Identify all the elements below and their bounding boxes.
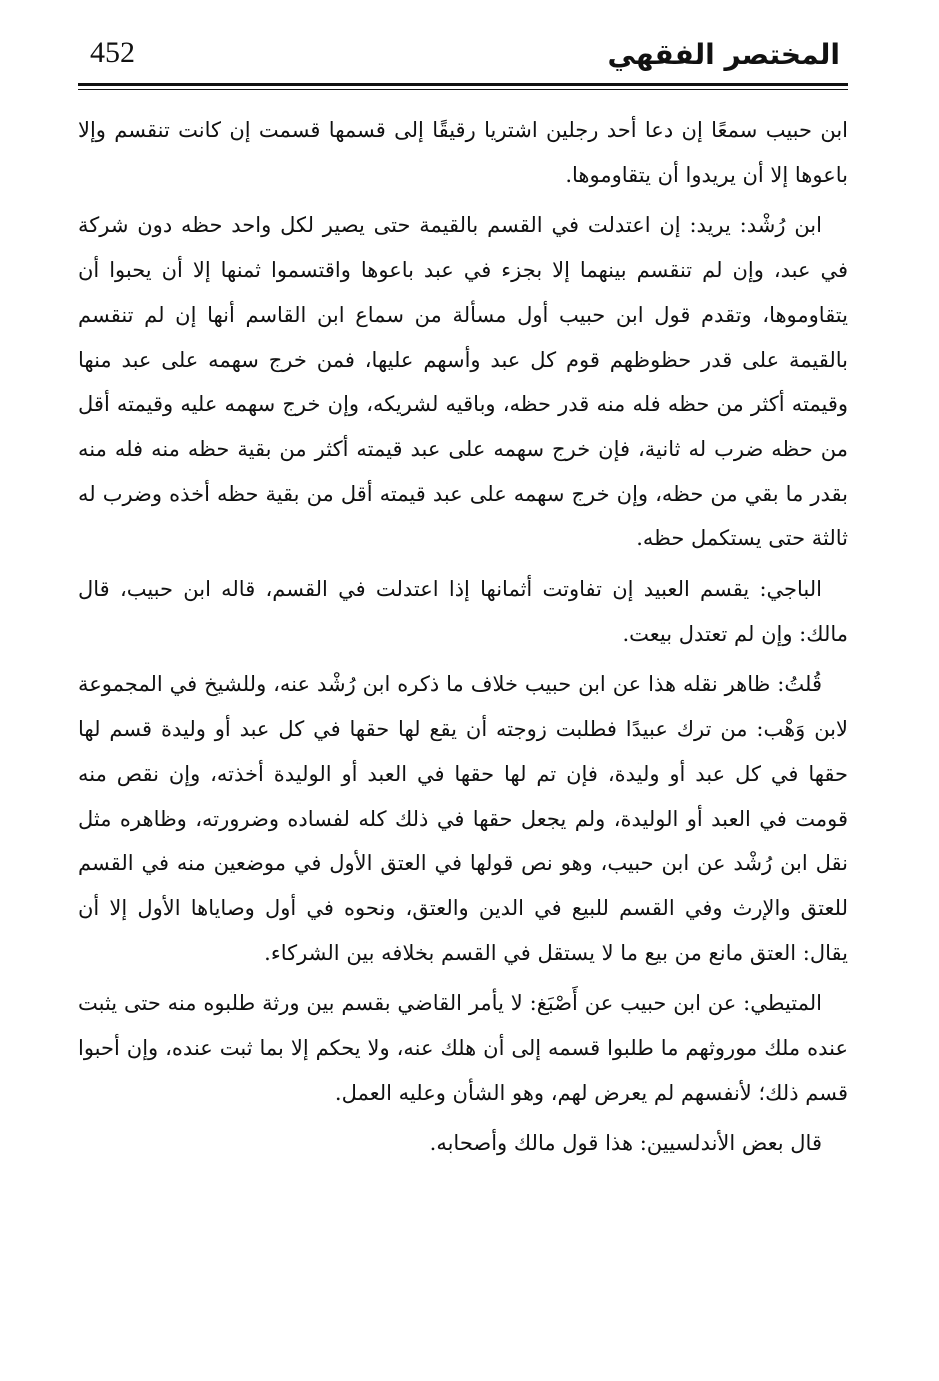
paragraph-ibn-habib: ابن حبيب سمعًا إن دعا أحد رجلين اشتريا رقيقًا إلى قسمها قسمت إن كانت تنقسم وإلا باعوها إلا أن يريدوا أن يتقاوموها.	[78, 118, 848, 187]
paragraph-ibn-rushd: ابن رُشْد: يريد: إن اعتدلت في القسم بالقيمة حتى يصير لكل واحد حظه دون شركة في عبد، وإن لم تنقسم بينهما إلا بجزء في عبد باعوها واقتسموا ثمنها إلا أن يحبوا أن يتقاوموها، وتقدم قول ابن حبيب أول مسألة من سماع ابن القاسم أنها إن لم تنقسم بالقيمة على قدر حظوظهم قوم كل عبد وأسهم عليها، فمن خرج سهمه على عبد منها وقيمته أكثر من حظه فله منه قدر حظه، وباقيه لشريكه، وإن خرج سهمه عليه وقيمته أقل من حظه ضرب له ثانية، فإن خرج سهمه على عبد قيمته أكثر من بقية حظه منه فله منه بقدر ما بقي من حظه، وإن خرج سهمه على عبد قيمته أقل من بقية حظه أخذه وضرب له ثالثة حتى يستكمل حظه.	[78, 213, 848, 551]
paragraph-qultu: قُلتُ: ظاهر نقله هذا عن ابن حبيب خلاف ما ذكره ابن رُشْد عنه، وللشيخ في المجموعة لابن وَهْب: من ترك عبيدًا فطلبت زوجته أن يقع لها حقها في كل عبد أو وليدة قسم لها حقها في كل عبد أو وليدة، فإن تم لها حقها في العبد أو الوليدة أخذته، وإن نقص منه قومت في العبد أو الوليدة، ولم يجعل حقها في ذلك كله لفساده وضرورته، وظاهره مثل نقل ابن رُشْد عن ابن حبيب، وهو نص قولها في العتق الأول في موضعين منه في القسم للعتق والإرث وفي القسم للبيع في الدين والعتق، ونحوه في أول وصاياها الأول إلا أن يقال: العتق مانع من بيع ما لا يستقل في القسم بخلافه بين الشركاء.	[78, 672, 848, 965]
running-title: المختصر الفقهي	[607, 38, 840, 71]
header-rule-thick	[78, 83, 848, 86]
paragraph-andalusians: قال بعض الأندلسيين: هذا قول مالك وأصحابه.	[429, 1131, 822, 1156]
page-body	[78, 108, 848, 1172]
page-number: 452	[90, 36, 135, 69]
page-header	[78, 28, 848, 90]
header-rule-thin	[78, 89, 848, 90]
paragraph-al-baji: الباجي: يقسم العبيد إن تفاوتت أثمانها إذا اعتدلت في القسم، قاله ابن حبيب، قال مالك: وإن لم تعتدل بيعت.	[78, 577, 848, 646]
paragraph-al-mutiti: المتيطي: عن ابن حبيب عن أَصْبَغ: لا يأمر القاضي بقسم بين ورثة طلبوه منه حتى يثبت عنده ملك موروثهم ما طلبوا قسمه إلى أن هلك عنه، ولا يحكم إلا بما ثبت عنده، وإن أحبوا قسم ذلك؛ لأنفسهم لم يعرض لهم، وهو الشأن وعليه العمل.	[78, 991, 848, 1105]
